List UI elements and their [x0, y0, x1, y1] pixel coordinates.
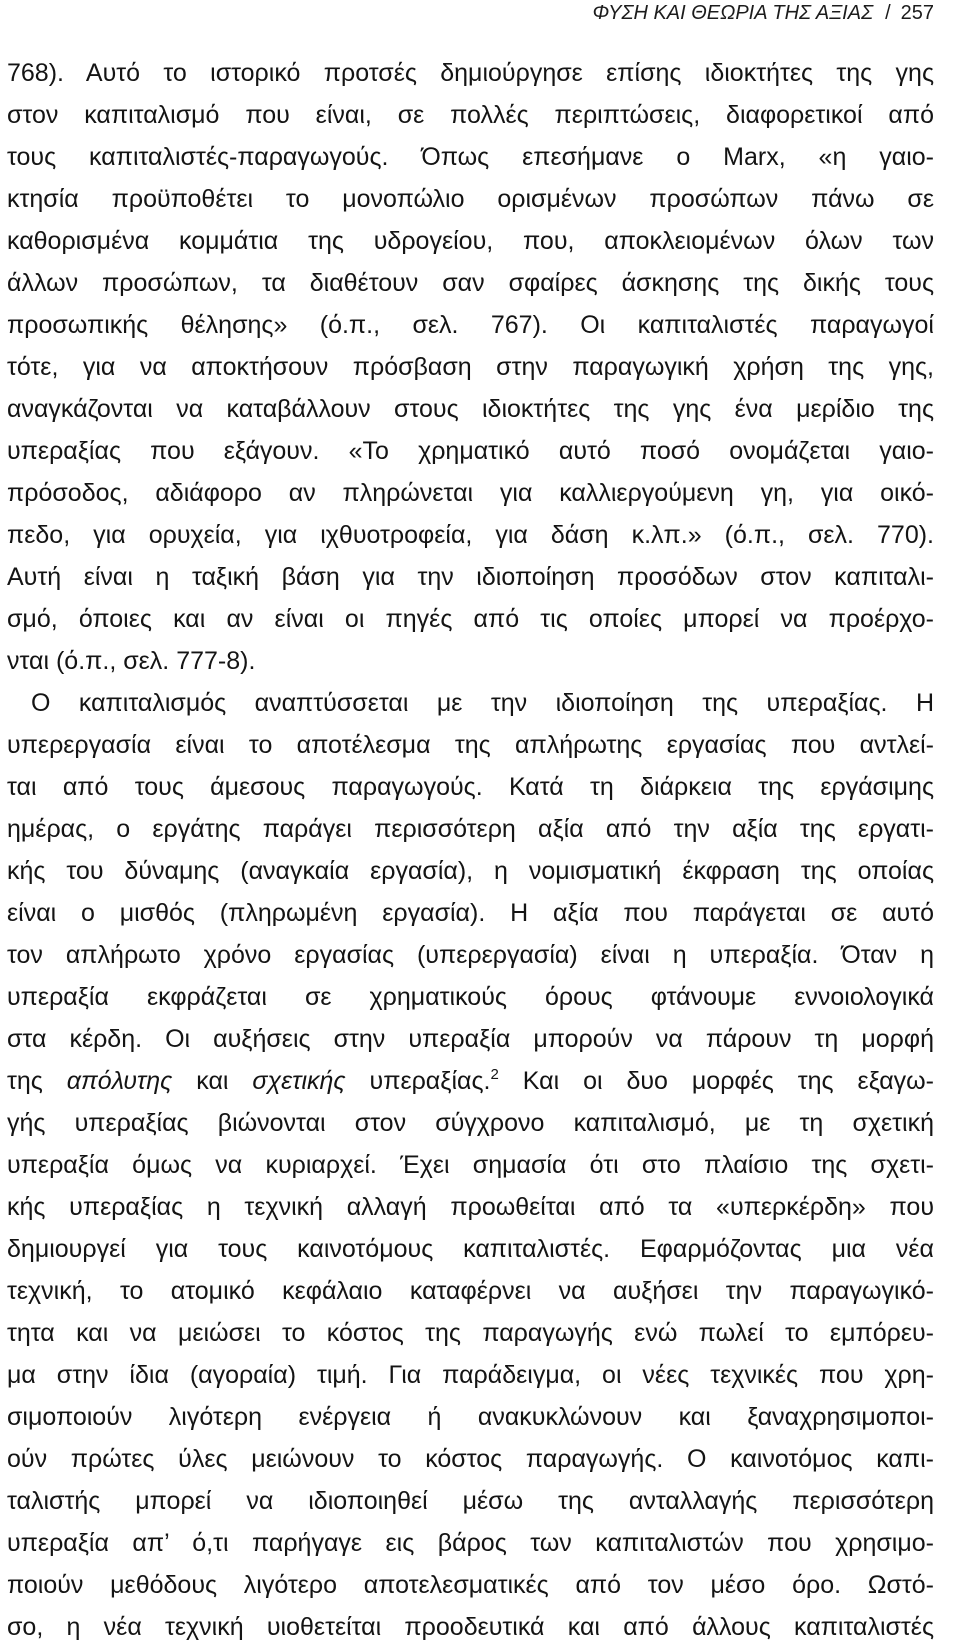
text-line: ποιούν μεθόδους λιγότερο αποτελεσματικές από τον μέσο όρο. Ωστό-: [7, 1571, 934, 1599]
text-fragment: και: [172, 1067, 253, 1095]
text-line: ταλιστής μπορεί να ιδιοποιηθεί μέσω της ανταλλαγής περισσότερη: [7, 1487, 934, 1515]
text-line: σο, η νέα τεχνική υιοθετείται προοδευτικά και από άλλους καπιταλιστές: [7, 1613, 934, 1641]
text-line: Αυτή είναι η ταξική βάση για την ιδιοποίηση προσόδων στον καπιταλι-: [7, 563, 934, 591]
text-line: σιμοποιούν λιγότερη ενέργεια ή ανακυκλώνουν και ξαναχρησιμοποι-: [7, 1403, 934, 1431]
text-line: νται (ό.π., σελ. 777-8).: [7, 647, 256, 675]
text-line: υπεραξίας που εξάγουν. «Το χρηματικό αυτό ποσό ονομάζεται γαιο-: [7, 437, 934, 465]
text-line: γής υπεραξίας βιώνονται στον σύγχρονο καπιταλισμό, με τη σχετική: [7, 1109, 934, 1137]
text-line: σμό, όποιες και αν είναι οι πηγές από τις οποίες μπορεί να προέρχο-: [7, 605, 934, 633]
text-line: ούν πρώτες ύλες μειώνουν το κόστος παραγωγής. Ο καινοτόμος καπι-: [7, 1445, 934, 1473]
text-line: αναγκάζονται να καταβάλλουν στους ιδιοκτήτες της γης ένα μερίδιο της: [7, 395, 934, 423]
text-line: στον καπιταλισμό που είναι, σε πολλές περιπτώσεις, διαφορετικοί από: [7, 101, 934, 129]
text-line: υπερεργασία είναι το αποτέλεσμα της απλήρωτης εργασίας που αντλεί-: [7, 731, 934, 759]
text-line: ται από τους άμεσους παραγωγούς. Κατά τη διάρκεια της εργάσιμης: [7, 773, 934, 801]
text-line: υπεραξία εκφράζεται σε χρηματικούς όρους φτάνουμε εννοιολογικά: [7, 983, 934, 1011]
text-line: καθορισμένα κομμάτια της υδρογείου, που, αποκλειομένων όλων των: [7, 227, 934, 255]
text-line: υπεραξία απ’ ό,τι παρήγαγε εις βάρος των καπιταλιστών που χρησιμο-: [7, 1529, 934, 1557]
italic-term-relative: σχετικής: [252, 1067, 346, 1095]
body-text: [7, 52, 934, 1648]
text-line: μα στην ίδια (αγοραία) τιμή. Για παράδειγμα, οι νέες τεχνικές που χρη-: [7, 1361, 934, 1389]
text-fragment: της: [7, 1067, 67, 1095]
text-line: υπεραξία όμως να κυριαρχεί. Έχει σημασία ότι στο πλαίσιο της σχετι-: [7, 1151, 934, 1179]
header-separator: /: [885, 2, 891, 24]
text-line: τητα και να μειώσει το κόστος της παραγωγής ενώ πωλεί το εμπόρευ-: [7, 1319, 934, 1347]
text-line: τότε, για να αποκτήσουν πρόσβαση στην παραγωγική χρήση της γης,: [7, 353, 934, 381]
text-line: στα κέρδη. Οι αυξήσεις στην υπεραξία μπορούν να πάρουν τη μορφή: [7, 1025, 934, 1053]
text-line: Ο καπιταλισμός αναπτύσσεται με την ιδιοποίηση της υπεραξίας. Η: [31, 689, 934, 717]
text-line-mixed: [7, 1060, 934, 1102]
running-title: ΦΥΣΗ ΚΑΙ ΘΕΩΡΙΑ ΤΗΣ ΑΞΙΑΣ: [592, 2, 874, 24]
text-line: κής του δύναμης (αναγκαία εργασία), η νομισματική έκφραση της οποίας: [7, 857, 934, 885]
text-line: πρόσοδος, αδιάφορο αν πληρώνεται για καλλιεργούμενη γη, για οικό-: [7, 479, 934, 507]
text-fragment: Και οι δυο μορφές της εξαγω-: [498, 1067, 935, 1095]
text-line: πεδο, για ορυχεία, για ιχθυοτροφεία, για δάση κ.λπ.» (ό.π., σελ. 770).: [7, 521, 934, 549]
text-line: τον απλήρωτο χρόνο εργασίας (υπερεργασία) είναι η υπεραξία. Όταν η: [7, 941, 934, 969]
text-line: προσωπικής θέλησης» (ό.π., σελ. 767). Οι καπιταλιστές παραγωγοί: [7, 311, 934, 339]
footnote-marker[interactable]: 2: [490, 1066, 499, 1083]
italic-term-absolute: απόλυτης: [66, 1067, 173, 1095]
text-line: τεχνική, το ατομικό κεφάλαιο καταφέρνει να αυξήσει την παραγωγικό-: [7, 1277, 934, 1305]
text-line: δημιουργεί για τους καινοτόμους καπιταλιστές. Εφαρμόζοντας μια νέα: [7, 1235, 934, 1263]
page-number: 257: [900, 2, 934, 24]
text-line: ημέρας, ο εργάτης παράγει περισσότερη αξία από την αξία της εργατι-: [7, 815, 934, 843]
text-line: 768). Αυτό το ιστορικό προτσές δημιούργησε επίσης ιδιοκτήτες της γης: [7, 59, 934, 87]
running-header: [592, 0, 934, 26]
text-line: είναι ο μισθός (πληρωμένη εργασία). Η αξία που παράγεται σε αυτό: [7, 899, 934, 927]
text-line: κής υπεραξίας η τεχνική αλλαγή προωθείται από τα «υπερκέρδη» που: [7, 1193, 934, 1221]
text-line: κτησία προϋποθέτει το μονοπώλιο ορισμένων προσώπων πάνω σε: [7, 185, 934, 213]
text-line: άλλων προσώπων, τα διαθέτουν σαν σφαίρες άσκησης της δικής τους: [7, 269, 934, 297]
text-line: τους καπιταλιστές-παραγωγούς. Όπως επεσήμανε ο Marx, «η γαιο-: [7, 143, 934, 171]
text-fragment: υπεραξίας.: [345, 1067, 491, 1095]
